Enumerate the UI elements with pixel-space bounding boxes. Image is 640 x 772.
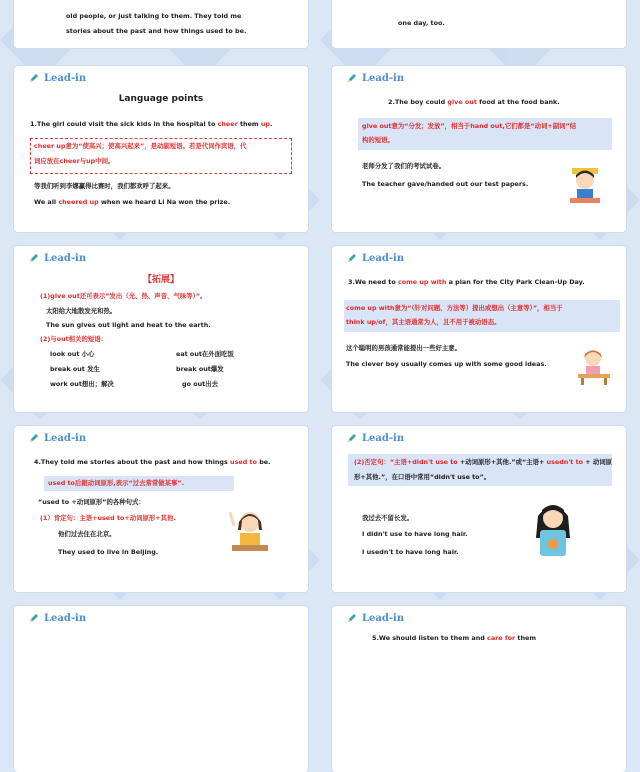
s0-line1: old people, or just talking to them. They told me bbox=[66, 12, 242, 20]
s6-sentence: 4.They told me stories about the past and how things used to be. bbox=[34, 458, 271, 466]
phrase-item: look out 小心 bbox=[50, 350, 95, 358]
s9-sentence: 5.We should listen to them and care for them bbox=[372, 634, 537, 642]
s6-english: They used to live in Beijing. bbox=[58, 548, 159, 556]
s0-line2: stories about the past and how things used to be. bbox=[66, 27, 247, 35]
phrase-item: work out想出；解决 bbox=[50, 380, 114, 388]
s4-line2: 太阳给大地散发光和热。 bbox=[46, 307, 117, 315]
pen-icon bbox=[28, 432, 40, 444]
lead-in-header bbox=[28, 72, 86, 84]
language-points-title: Language points bbox=[118, 94, 204, 104]
slide-5 bbox=[332, 246, 626, 412]
slide-7 bbox=[332, 426, 626, 592]
phrase-item: break out爆发 bbox=[176, 365, 224, 373]
pen-icon bbox=[28, 612, 40, 624]
s5-english: The clever boy usually comes up with some good ideas. bbox=[346, 360, 547, 368]
s6-chinese: 他们过去住在北京。 bbox=[58, 530, 116, 538]
lead-in-header bbox=[28, 432, 86, 444]
s2-note-line2: 词应放在cheer与up中间。 bbox=[34, 157, 115, 165]
pen-icon bbox=[346, 72, 358, 84]
s5-sentence: 3.We need to come up with a plan for the City Park Clean-Up Day. bbox=[348, 278, 585, 286]
phrase-item: go out出去 bbox=[182, 380, 218, 388]
lead-in-label: Lead-in bbox=[44, 612, 87, 624]
slide-3 bbox=[332, 66, 626, 232]
slide-9 bbox=[332, 606, 626, 772]
long-hair-girl-illustration bbox=[530, 498, 576, 562]
slide-1 bbox=[332, 0, 626, 48]
s5-note-line2: think up/of，其主语通常为人，且不用于被动语态。 bbox=[346, 318, 501, 326]
girl-raising-hand-illustration bbox=[226, 506, 272, 554]
s3-sentence: 2.The boy could give out food at the food bank. bbox=[388, 98, 560, 106]
lead-in-label: Lead-in bbox=[362, 612, 405, 624]
phrase-item: break out 发生 bbox=[50, 365, 100, 373]
lead-in-label: Lead-in bbox=[44, 432, 87, 444]
s3-english: The teacher gave/handed out our test papers. bbox=[362, 180, 529, 188]
s2-english: We all cheered up when we heard Li Na won the prize. bbox=[34, 198, 231, 206]
lead-in-header bbox=[346, 252, 404, 264]
s6-line3: (1）肯定句：主语+used to+动词原形+其他. bbox=[40, 514, 176, 522]
lead-in-header bbox=[28, 612, 86, 624]
phrase-item: eat out在外面吃饭 bbox=[176, 350, 234, 358]
s4-line1: (1)give out还可表示“发出（光、热、声音、气味等）”。 bbox=[40, 292, 207, 300]
girl-at-desk-illustration bbox=[576, 346, 612, 386]
s7-chinese: 我过去不留长发。 bbox=[362, 514, 414, 522]
s1-line1: one day, too. bbox=[398, 19, 445, 27]
extension-title: 【拓展】 bbox=[142, 275, 179, 285]
s3-chinese: 老师分发了我们的考试试卷。 bbox=[362, 162, 446, 170]
s5-note-line1: come up with意为“（针对问题、方法等）提出或想出（主意等）”，相当于 bbox=[346, 304, 563, 312]
s2-note-line1: cheer up意为“使高兴；使高兴起来”，是动副短语。若是代词作宾语，代 bbox=[34, 142, 247, 150]
s6-line2: “used to +动词原形”的各种句式： bbox=[38, 498, 145, 506]
lead-in-label: Lead-in bbox=[362, 432, 405, 444]
s7-line1: (2)否定句：“主语+didn't use to +动词原形+其他.”或“主语+ usedn't to + 动词原 bbox=[354, 458, 613, 466]
slide-6 bbox=[14, 426, 308, 592]
slide-0 bbox=[14, 0, 308, 48]
lead-in-label: Lead-in bbox=[44, 72, 87, 84]
slide-8 bbox=[14, 606, 308, 772]
s6-note: used to后跟动词原形,表示“过去常常做某事”. bbox=[48, 479, 185, 487]
slide-4 bbox=[14, 246, 308, 412]
pen-icon bbox=[346, 612, 358, 624]
lead-in-header bbox=[346, 612, 404, 624]
pen-icon bbox=[28, 72, 40, 84]
s3-note-line1: give out意为“分发；发放”，相当于hand out,它们都是“动词+副词”结 bbox=[362, 122, 577, 130]
s2-chinese: 等我们听到李娜赢得比赛时，我们都欢呼了起来。 bbox=[34, 182, 175, 190]
s4-line4: (2)与out相关的短语： bbox=[40, 335, 108, 343]
s7-english1: I didn't use to have long hair. bbox=[362, 530, 468, 538]
lead-in-header bbox=[28, 252, 86, 264]
s7-line2: 形+其他.”，在口语中常用“didn't use to”。 bbox=[354, 473, 491, 481]
student-illustration bbox=[568, 164, 604, 206]
slide-2 bbox=[14, 66, 308, 232]
s2-sentence: 1.The girl could visit the sick kids in the hospital to cheer them up. bbox=[30, 120, 273, 128]
lead-in-label: Lead-in bbox=[362, 252, 405, 264]
lead-in-label: Lead-in bbox=[362, 72, 405, 84]
s5-chinese: 这个聪明的男孩通常能提出一些好主意。 bbox=[346, 344, 462, 352]
lead-in-header bbox=[346, 72, 404, 84]
lead-in-header bbox=[346, 432, 404, 444]
s4-line3: The sun gives out light and heat to the earth. bbox=[46, 321, 211, 329]
pen-icon bbox=[28, 252, 40, 264]
pen-icon bbox=[346, 252, 358, 264]
s3-note-line2: 构的短语。 bbox=[362, 136, 394, 144]
s7-english2: I usedn't to have long hair. bbox=[362, 548, 459, 556]
pen-icon bbox=[346, 432, 358, 444]
lead-in-label: Lead-in bbox=[44, 252, 87, 264]
